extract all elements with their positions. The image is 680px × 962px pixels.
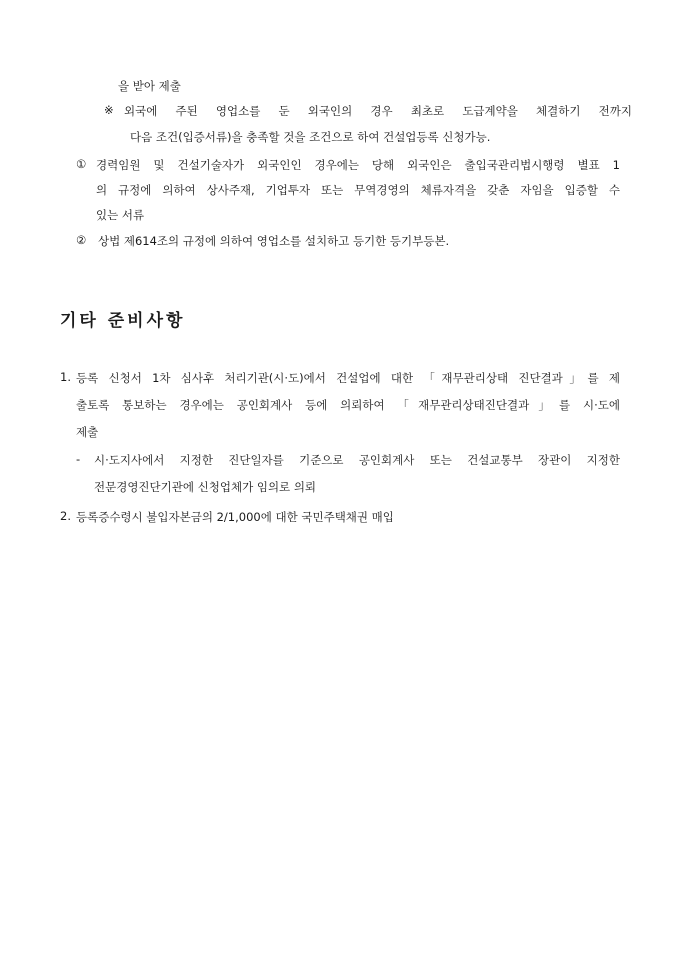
subitem-marker: - (76, 452, 81, 466)
section-item1-line-1: 등록 신청서 1차 심사후 처리기관(시·도)에서 건설업에 대한 「재무관리상태 진단결과」를 제 (76, 371, 620, 385)
section-item1-number: 1. (60, 370, 71, 384)
subitem-line-2: 전문경영진단기관에 신청업체가 임의로 의뢰 (94, 480, 317, 494)
item1-line-3: 있는 서류 (96, 208, 145, 222)
item2-text: 상법 제614조의 규정에 의하여 영업소를 설치하고 등기한 등기부등본. (98, 234, 450, 248)
section-item1-line-2: 출토록 통보하는 경우에는 공인회계사 등에 의뢰하여 「재무관리상태진단결과」를 시·도에 (76, 398, 620, 412)
item1-line-2: 의 규정에 의하여 상사주재, 기업투자 또는 무역경영의 체류자격을 갖춘 자임을 입증할 수 (96, 183, 620, 197)
note-line-2: 다음 조건(입증서류)을 충족할 것을 조건으로 하여 건설업등록 신청가능. (130, 130, 491, 144)
section-heading: 기타 준비사항 (60, 311, 186, 331)
section-item1-line-3: 제출 (76, 425, 99, 439)
note-marker: ※ (104, 103, 114, 117)
section-item2-text: 등록증수령시 불입자본금의 2/1,000에 대한 국민주택채권 매입 (76, 510, 394, 524)
subitem-line-1: 시·도지사에서 지정한 진단일자를 기준으로 공인회계사 또는 건설교통부 장관이 지정한 (94, 453, 620, 467)
item1-line-1: 경력임원 및 건설기술자가 외국인인 경우에는 당해 외국인은 출입국관리법시행령 별표 1 (96, 158, 620, 172)
submit-line: 을 받아 제출 (118, 79, 181, 93)
section-item2-number: 2. (60, 509, 71, 523)
item2-marker: ② (76, 233, 87, 247)
note-line-1: 외국에 주된 영업소를 둔 외국인의 경우 최초로 도급계약을 체결하기 전까지 (124, 104, 632, 118)
item1-marker: ① (76, 157, 87, 171)
